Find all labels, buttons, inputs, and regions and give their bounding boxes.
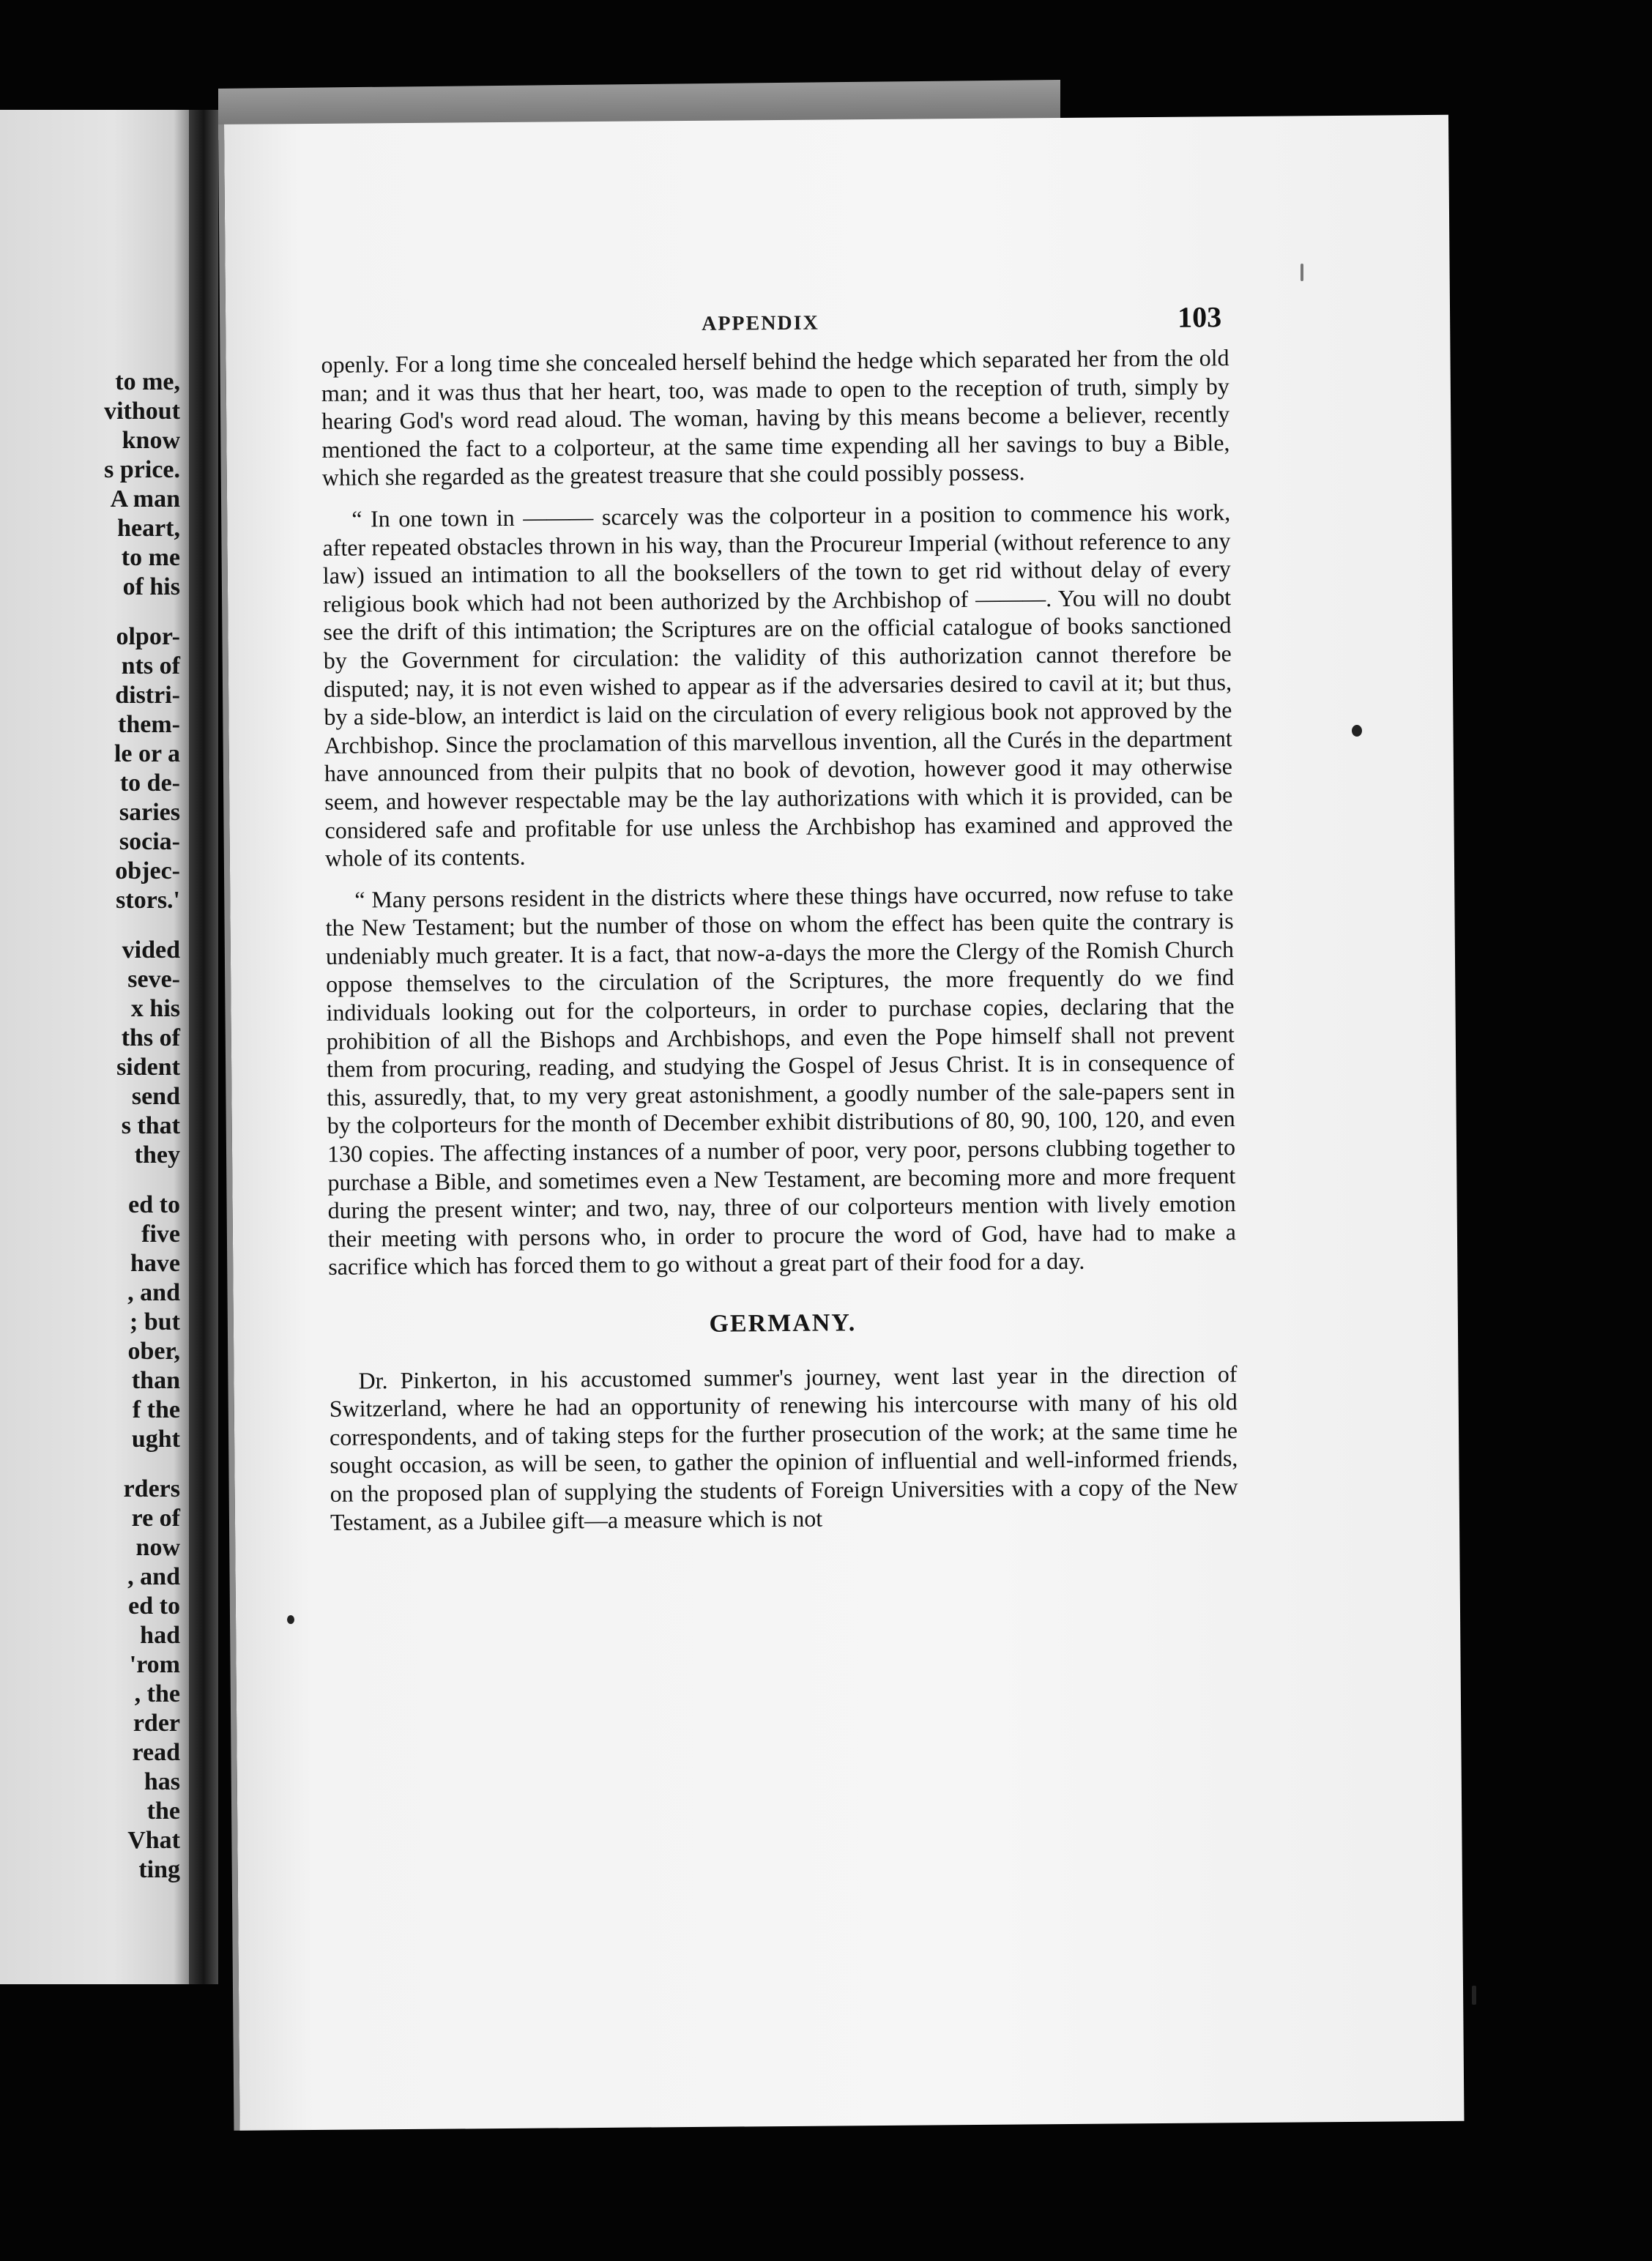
left-page-line: than — [131, 1367, 180, 1394]
book-page — [218, 115, 1464, 2131]
left-page-line: have — [130, 1250, 180, 1277]
paragraph-1: openly. For a long time she concealed herself behind the hedge which separated her from the old man; and it was thus that her heart, too, was made to open to the reception of truth, simply by hearing God's word read aloud. The woman, having by this means become a believer, recently mentioned the fact to a colporteur, at the same time expending all her savings to buy a Bible, which she regarded as the greatest treasure that she could possibly possess. — [321, 344, 1230, 491]
left-page-line: know — [122, 427, 180, 454]
left-page-line: seve- — [127, 966, 180, 993]
paragraph-4: Dr. Pinkerton, in his accustomed summer's journey, went last year in the direction of Switzerland, where he had an opportunity of renewing his intercourse with many of his old correspondents, and of taking steps for the further prosecution of the work; at the same time he sought occasion, as will be seen, to gather the opinion of influential and well-informed friends, on the proposed plan of supplying the students of Foreign Universities with a copy of the New Testament, as a Jubilee gift—a measure which is not — [329, 1360, 1238, 1535]
speck-mark — [1352, 725, 1362, 737]
left-page-line: sident — [116, 1054, 180, 1081]
book-gutter — [189, 110, 218, 1984]
left-page-line: of his — [122, 573, 180, 600]
left-page-line: 'rom — [129, 1651, 180, 1678]
left-page-line: to me — [121, 544, 180, 571]
paragraph-3: “ Many persons resident in the districts where these things have occurred, now refuse to take the New Testament; but the number of those on whom the effect has been quite the contrary is undeniably much greater. It is a fact, that now-a-days the more the Clergy of the Romish Church oppose themselves to the circulation of the Scriptures, the more frequently do we find individuals looking out for the colporteurs, in order to purchase copies, declaring that the prohibition of all the Bishops and Archbishops, and even the Pope himself shall not prevent them from procuring, reading, and studying the Gospel of Jesus Christ. It is in consequence of this, assuredly, that, to my very great astonishment, a goodly number of the sale-papers sent in by the colporteurs for the month of December exhibit distributions of 80, 90, 100, 120, and even 130 copies. The affecting instances of a number of poor, very poor, persons clubbing together to purchase a Bible, and sometimes even a New Testament, are becoming more and more frequent during the present winter; and two, nay, three of our colporteurs mention with lively emotion their meeting with persons who, in order to procure the word of God, have had to make a sacrifice which has forced them to go without a great part of their food for a day. — [325, 879, 1237, 1281]
left-page-line: heart, — [117, 515, 180, 542]
paragraph-2: “ In one town in ——— scarcely was the colporteur in a position to commence his work, after repeated obstacles thrown in his way, than the Procureur Imperial (without reference to any law) issued an intimation to all the booksellers of the town to get rid without delay of every religious book which had not been authorized by the Archbishop of ———. You will no doubt see the drift of this intimation; the Scriptures are on the official catalogue of books sanctioned by the Government for circulation: the validity of this authorization cannot therefore be disputed; nay, it is not even wished to appear as if the adversaries desired to cavil at it; but thus, by a side-blow, an interdict is laid on the circulation of every religious book not approved by the Archbishop. Since the proclamation of this marvellous invention, all the Curés in the department have announced from their pulpits that no book of devotion, however good it may otherwise seem, and however respectable may be the lay authorizations with which it is provided, can be considered safe and profitable for use unless the Archbishop has examined and approved the whole of its contents. — [322, 499, 1233, 871]
left-page-line: ught — [131, 1426, 180, 1453]
left-page-line: to me, — [115, 368, 180, 395]
speck-mark — [287, 1615, 294, 1624]
left-page-line: A man — [110, 485, 180, 513]
left-page-line: has — [144, 1768, 180, 1795]
left-page-line: objec- — [115, 857, 180, 884]
left-page-line: ting — [138, 1856, 180, 1883]
left-page-line: le or a — [114, 740, 180, 767]
left-page-line: f the — [132, 1396, 180, 1423]
left-page-line: stors.' — [116, 887, 180, 914]
left-page-line: olpor- — [116, 623, 180, 650]
left-page-line: , and — [127, 1279, 180, 1306]
left-page-line: s that — [121, 1112, 180, 1139]
left-page-line: ober, — [127, 1338, 180, 1365]
left-page-line: saries — [119, 799, 180, 826]
previous-page — [0, 110, 189, 1984]
left-page-line: x his — [130, 995, 180, 1022]
left-page-line: s price. — [104, 456, 180, 483]
speck-mark — [1472, 1986, 1476, 2005]
page-body — [321, 343, 1238, 1549]
left-page-line: send — [131, 1083, 180, 1110]
left-page-line: vithout — [104, 398, 180, 425]
left-page-line: they — [134, 1141, 180, 1169]
left-page-line: now — [135, 1534, 180, 1561]
left-page-line: socia- — [119, 828, 180, 855]
page-number: 103 — [1177, 300, 1222, 334]
left-page-line: Vhat — [127, 1827, 180, 1854]
section-heading: GERMANY. — [709, 1309, 857, 1338]
left-page-line: distri- — [115, 682, 180, 709]
left-page-line: ths of — [121, 1024, 180, 1051]
left-page-line: nts of — [121, 652, 180, 679]
left-page-line: re of — [131, 1505, 180, 1532]
left-page-line: five — [141, 1221, 180, 1248]
left-page-line: had — [140, 1622, 180, 1649]
running-head: APPENDIX — [702, 311, 819, 335]
left-page-line: , and — [127, 1563, 180, 1590]
left-page-line: vided — [122, 936, 180, 964]
left-page-line: ed to — [128, 1593, 180, 1620]
left-page-line: ed to — [128, 1191, 180, 1218]
speck-mark — [1301, 264, 1303, 281]
left-page-line: , the — [134, 1680, 180, 1707]
left-page-line: them- — [118, 711, 180, 738]
left-page-line: the — [146, 1798, 180, 1825]
left-page-line: ; but — [130, 1308, 180, 1336]
left-page-line: to de- — [119, 770, 180, 797]
left-page-line: rder — [133, 1710, 180, 1737]
left-page-line: read — [132, 1739, 180, 1766]
left-page-line: rders — [123, 1475, 180, 1502]
